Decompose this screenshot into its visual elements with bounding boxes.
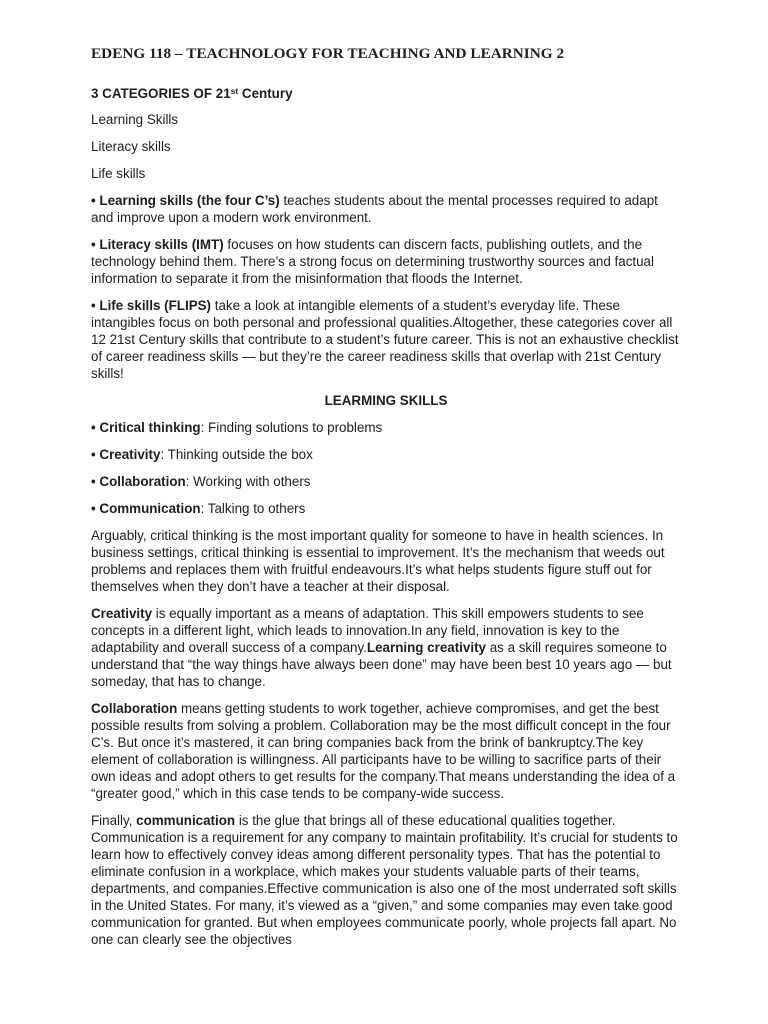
heading-superscript: st	[230, 86, 239, 96]
document-page	[91, 44, 681, 958]
paragraph-term: communication	[136, 813, 236, 828]
definition-term: • Literacy skills (IMT)	[91, 237, 224, 252]
definition-term: • Life skills (FLIPS)	[91, 298, 212, 313]
paragraph-critical-thinking: Arguably, critical thinking is the most important quality for someone to have in health sciences. In business settings, critical thinking is essential to improvement. It’s the mechanism that weeds out problems and replaces them with fruitful endeavours.It’s what helps students figure stuff out for themselves when they don’t have a teacher at their disposal.	[91, 528, 665, 594]
definition-text: focuses on how students can discern facts, publishing outlets, and the technology behind them. There’s a strong focus on determining trustworthy sources and factual information to separate it from the misinformation that floods the Internet.	[91, 237, 654, 286]
definition-text: take a look at intangible elements of a student’s everyday life. These intangibles focus on both personal and professional qualities.Altogether, these categories cover all 12 21st Century skills that contribute to a student’s future career. This is not an exhaustive checklist of career readiness skills — but they’re the career readiness skills that overlap with 21st Century skills!	[91, 298, 679, 381]
skill-text: : Finding solutions to problems	[200, 420, 383, 435]
paragraph-term: Collaboration	[91, 701, 178, 716]
paragraph-text: is the glue that brings all of these educational qualities together. Communication is a requirement for any company to maintain profitability. It’s crucial for students to learn how to effectively convey ideas among different personality types. That has the potential to eliminate confusion in a workplace, which makes your students valuable parts of their teams, departments, and companies.Effective communication is also one of the most underrated soft skills in the United States. For many, it’s viewed as a “given,” and some companies may even take good communication for granted. But when employees communicate poorly, whole projects fall apart. No one can clearly see the objectives	[91, 813, 678, 947]
category-item-learning: Learning Skills	[91, 112, 179, 127]
skill-item-critical-thinking	[91, 419, 681, 436]
skill-text: : Thinking outside the box	[160, 447, 313, 462]
section-title: LEARMING SKILLS	[324, 393, 448, 408]
skill-item-collaboration	[91, 473, 681, 490]
definition-text: teaches students about the mental processes required to adapt and improve upon a modern work environment.	[91, 193, 658, 225]
category-item-literacy: Literacy skills	[91, 139, 171, 154]
paragraph-lead: Finally,	[91, 813, 137, 828]
skill-term: • Critical thinking	[91, 420, 201, 435]
paragraph-term: Creativity	[91, 606, 153, 621]
definition-life-skills	[91, 297, 681, 382]
paragraph-term-secondary: Learning creativity	[366, 640, 486, 655]
paragraph-collaboration	[91, 700, 681, 802]
skill-item-communication	[91, 500, 681, 517]
definition-literacy-skills	[91, 236, 681, 287]
paragraph-text: is equally important as a means of adaptation. This skill empowers students to see concepts in a different light, which leads to innovation.In any field, innovation is key to the adaptability and overall success of a company.	[91, 606, 644, 655]
paragraph-text: means getting students to work together, achieve compromises, and get the best possible results from solving a problem. Collaboration may be the most difficult concept in the four C’s. But once it’s mastered, it can bring companies back from the brink of bankruptcy.The key element of collaboration is willingness. All participants have to be willing to sacrifice parts of their own ideas and adopt others to get results for the company.That means understanding the idea of a “greater good,” which in this case tends to be company-wide success.	[91, 701, 676, 801]
categories-heading	[91, 85, 681, 102]
skill-term: • Collaboration	[91, 474, 186, 489]
skill-term: • Creativity	[91, 447, 161, 462]
category-item-life: Life skills	[91, 166, 146, 181]
skill-item-creativity	[91, 446, 681, 463]
definition-learning-skills	[91, 192, 681, 226]
paragraph-text-continued: as a skill requires someone to understand that “the way things have always been done” may have been best 10 years ago — but someday, that has to change.	[91, 640, 672, 689]
heading-text: 3 CATEGORIES OF 21	[91, 86, 231, 101]
paragraph-creativity	[91, 605, 681, 690]
heading-suffix: Century	[238, 86, 293, 101]
document-title: EDENG 118 – TEACHNOLOGY FOR TEACHING AND LEARNING 2	[91, 45, 565, 62]
skill-term: • Communication	[91, 501, 201, 516]
skill-text: : Working with others	[185, 474, 311, 489]
paragraph-communication	[91, 812, 681, 948]
skill-text: : Talking to others	[200, 501, 306, 516]
definition-term: • Learning skills (the four C’s)	[91, 193, 280, 208]
